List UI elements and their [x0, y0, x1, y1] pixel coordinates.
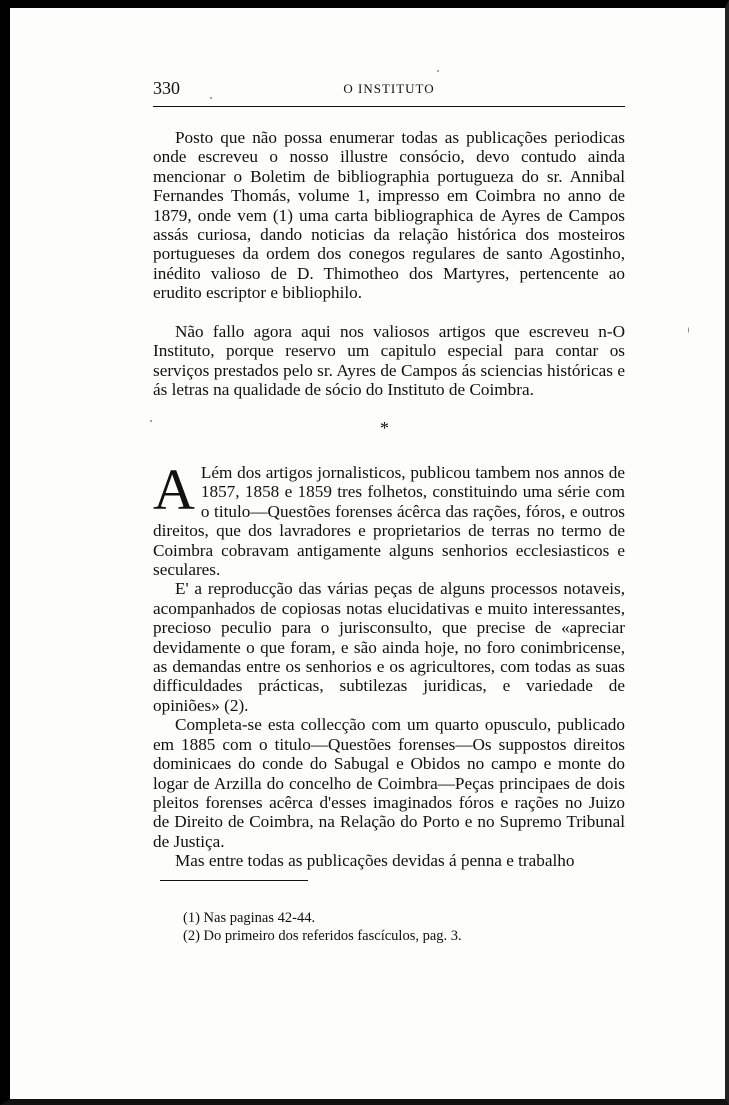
- paragraph-text: Não fallo agora aqui nos valiosos artigos que escreveu n-O Instituto, porque reservo um capitulo especial para contar os serviços prestados pelo sr. Ayres de Campos ás sciencias históricas e ás letras na qualidade de sócio do Instituto de Coimbra.: [153, 322, 625, 400]
- paper-speck: [437, 70, 439, 72]
- paper-speck: [210, 97, 212, 99]
- paper-speck: [150, 420, 152, 422]
- footnotes: [183, 909, 462, 945]
- paragraph-1: [153, 128, 625, 303]
- footnote-1: (1) Nas paginas 42-44.: [183, 910, 316, 926]
- paper-speck: [688, 327, 689, 333]
- paragraph-text: Posto que não possa enumerar todas as publicações periodicas onde escreveu o nosso illustre consócio, devo contudo ainda mencionar o Boletim de bibliographia portugueza do sr. Annibal Fernandes Thomás, volume 1, impresso em Coimbra no anno de 1879, onde vem (1) uma carta bibliographica de Ayres de Campos assás curiosa, dando noticias da relação histórica dos mosteiros portugueses da ordem dos conegos regulares de santo Agostinho, inédito valioso de D. Thimotheo dos Martyres, pertencente ao erudito escriptor e bibliophilo.: [153, 128, 625, 303]
- page-header: [153, 78, 625, 102]
- paragraph-text: Lém dos artigos jornalisticos, publicou tambem nos annos de 1857, 1858 e 1859 tres folhetos, constituindo uma série com o titulo—Questões forenses ácêrca das rações, fóros, e outros direitos, que dos lavradores e proprietarios de terras no termo de Coimbra cobravam antigamente alguns senhorios ecclesiasticos e seculares.: [153, 463, 625, 580]
- page-number: 330: [153, 78, 180, 98]
- paragraph-text: Completa-se esta collecção com um quarto opusculo, publicado em 1885 com o titulo—Questões forenses—Os suppostos direitos dominicaes do conde do Sabugal e Obidos no campo e monte do logar de Arzilla do concelho de Coimbra—Peças principaes de dois pleitos forenses acêrca d'esses imaginados fóros e rações no Juizo de Direito de Coimbra, na Relação do Porto e no Supremo Tribunal de Justiça.: [153, 715, 625, 851]
- section-separator: *: [380, 418, 389, 438]
- drop-cap: A: [153, 457, 195, 522]
- paragraph-text: Mas entre todas as publicações devidas á penna e trabalho: [175, 851, 575, 871]
- running-title: O INSTITUTO: [343, 81, 435, 96]
- paragraph-text: E' a reproducção das várias peças de alguns processos notaveis, acompanhados de copiosas notas elucidativas e muito interessantes, precioso peculio para o jurisconsulto, que precise de «apreciar devidamente o que foram, e são ainda hoje, no foro conimbricense, as demandas entre os senhorios e os agricultores, com todas as suas difficuldades prácticas, subtilezas juridicas, e variedade de opiniões» (2).: [153, 579, 625, 715]
- footnote-rule: [160, 880, 308, 881]
- footnote-2: (2) Do primeiro dos referidos fascículos, pag. 3.: [183, 928, 462, 944]
- section-body: [153, 457, 625, 871]
- header-rule: [153, 106, 625, 107]
- paragraph-2: [153, 322, 625, 400]
